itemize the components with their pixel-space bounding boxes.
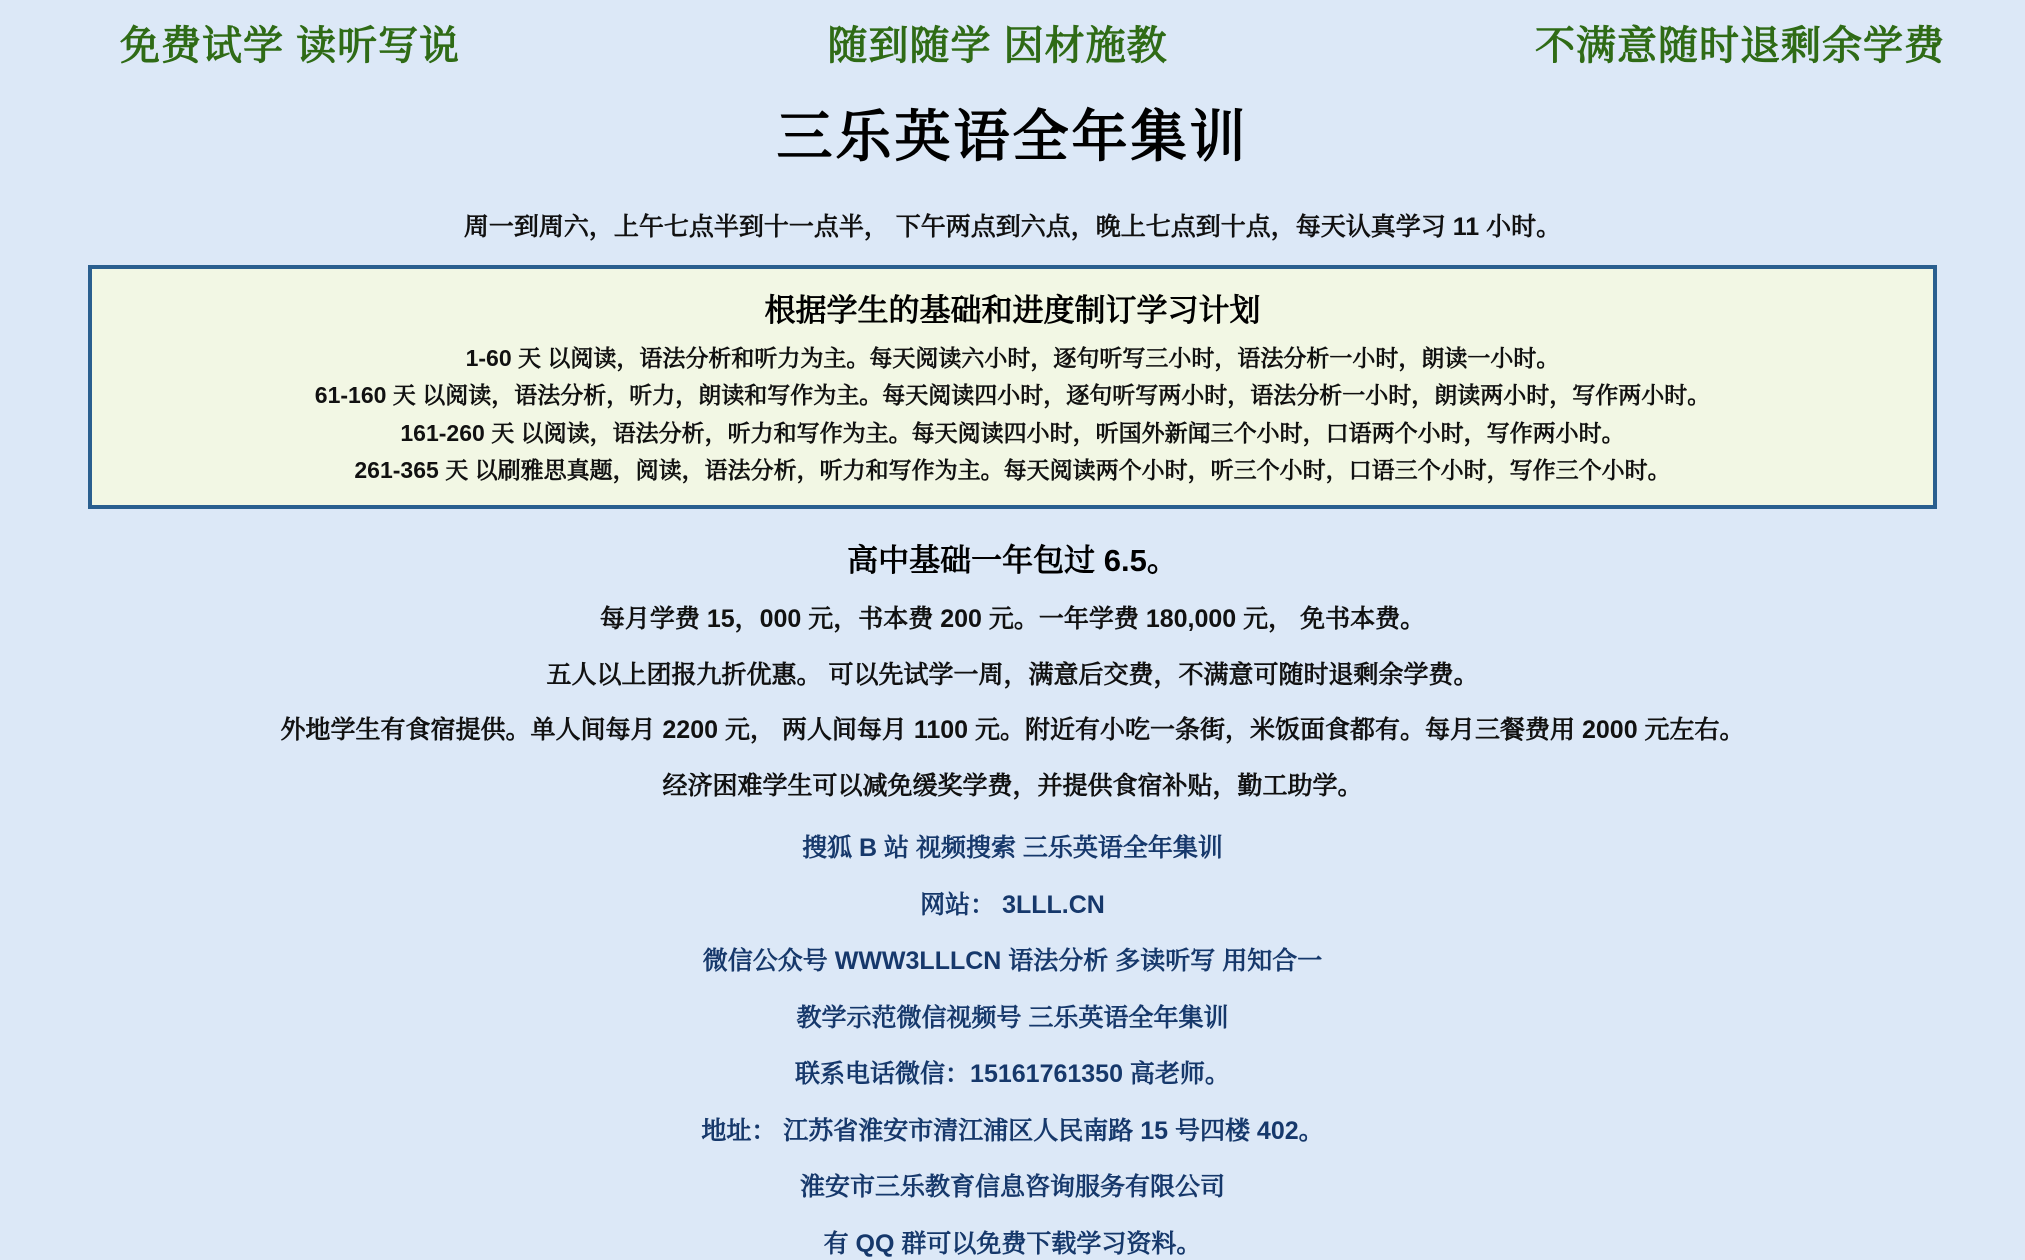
study-plan-box [88,265,1937,509]
discount-paragraph: 五人以上团报九折优惠。 可以先试学一周，满意后交费，不满意可随时退剩余学费。 [0,659,2025,692]
slogan-free-trial: 免费试学 读听写说 [120,14,460,71]
slogan-flexible-start: 随到随学 因材施教 [828,14,1168,71]
guarantee-headline: 高中基础一年包过 6.5。 [0,535,2025,580]
study-plan-line-3: 161-260 天 以阅读，语法分析，听力和写作为主。每天阅读四小时，听国外新闻三个小时，口语两个小时，写作两小时。 [110,415,1915,452]
contact-address: 地址： 江苏省淮安市清江浦区人民南路 15 号四楼 402。 [0,1115,2025,1148]
slogan-row [0,0,2025,71]
company-name: 淮安市三乐教育信息咨询服务有限公司 [0,1171,2025,1204]
page-title: 三乐英语全年集训 [0,93,2025,173]
tuition-paragraph: 每月学费 15，000 元，书本费 200 元。一年学费 180,000 元， 免书本费。 [0,603,2025,636]
contact-wechat-official: 微信公众号 WWW3LLLCN 语法分析 多读听写 用知合一 [0,945,2025,978]
daily-schedule-text: 周一到周六，上午七点半到十一点半， 下午两点到六点，晚上七点到十点，每天认真学习 11 小时。 [0,207,2025,243]
study-plan-line-2: 61-160 天 以阅读，语法分析，听力，朗读和写作为主。每天阅读四小时，逐句听写两小时，语法分析一小时，朗读两小时，写作两小时。 [110,377,1915,414]
slogan-refund: 不满意随时退剩余学费 [1535,14,1945,71]
accommodation-paragraph: 外地学生有食宿提供。单人间每月 2200 元， 两人间每月 1100 元。附近有小吃一条街，米饭面食都有。每月三餐费用 2000 元左右。 [0,714,2025,747]
contact-phone: 联系电话微信：15161761350 高老师。 [0,1058,2025,1091]
contact-wechat-channel: 教学示范微信视频号 三乐英语全年集训 [0,1002,2025,1035]
study-plan-line-1: 1-60 天 以阅读，语法分析和听力为主。每天阅读六小时，逐句听写三小时，语法分析一小时，朗读一小时。 [110,340,1915,377]
study-plan-line-4: 261-365 天 以刷雅思真题，阅读，语法分析，听力和写作为主。每天阅读两个小时，听三个小时，口语三个小时，写作三个小时。 [110,452,1915,489]
financial-aid-paragraph: 经济困难学生可以减免缓奖学费，并提供食宿补贴，勤工助学。 [0,770,2025,803]
study-plan-title: 根据学生的基础和进度制订学习计划 [110,285,1915,330]
contact-qq-group: 有 QQ 群可以免费下载学习资料。 [0,1228,2025,1260]
contact-website: 网站： 3LLL.CN [0,889,2025,922]
contact-video-platforms: 搜狐 B 站 视频搜索 三乐英语全年集训 [0,832,2025,865]
